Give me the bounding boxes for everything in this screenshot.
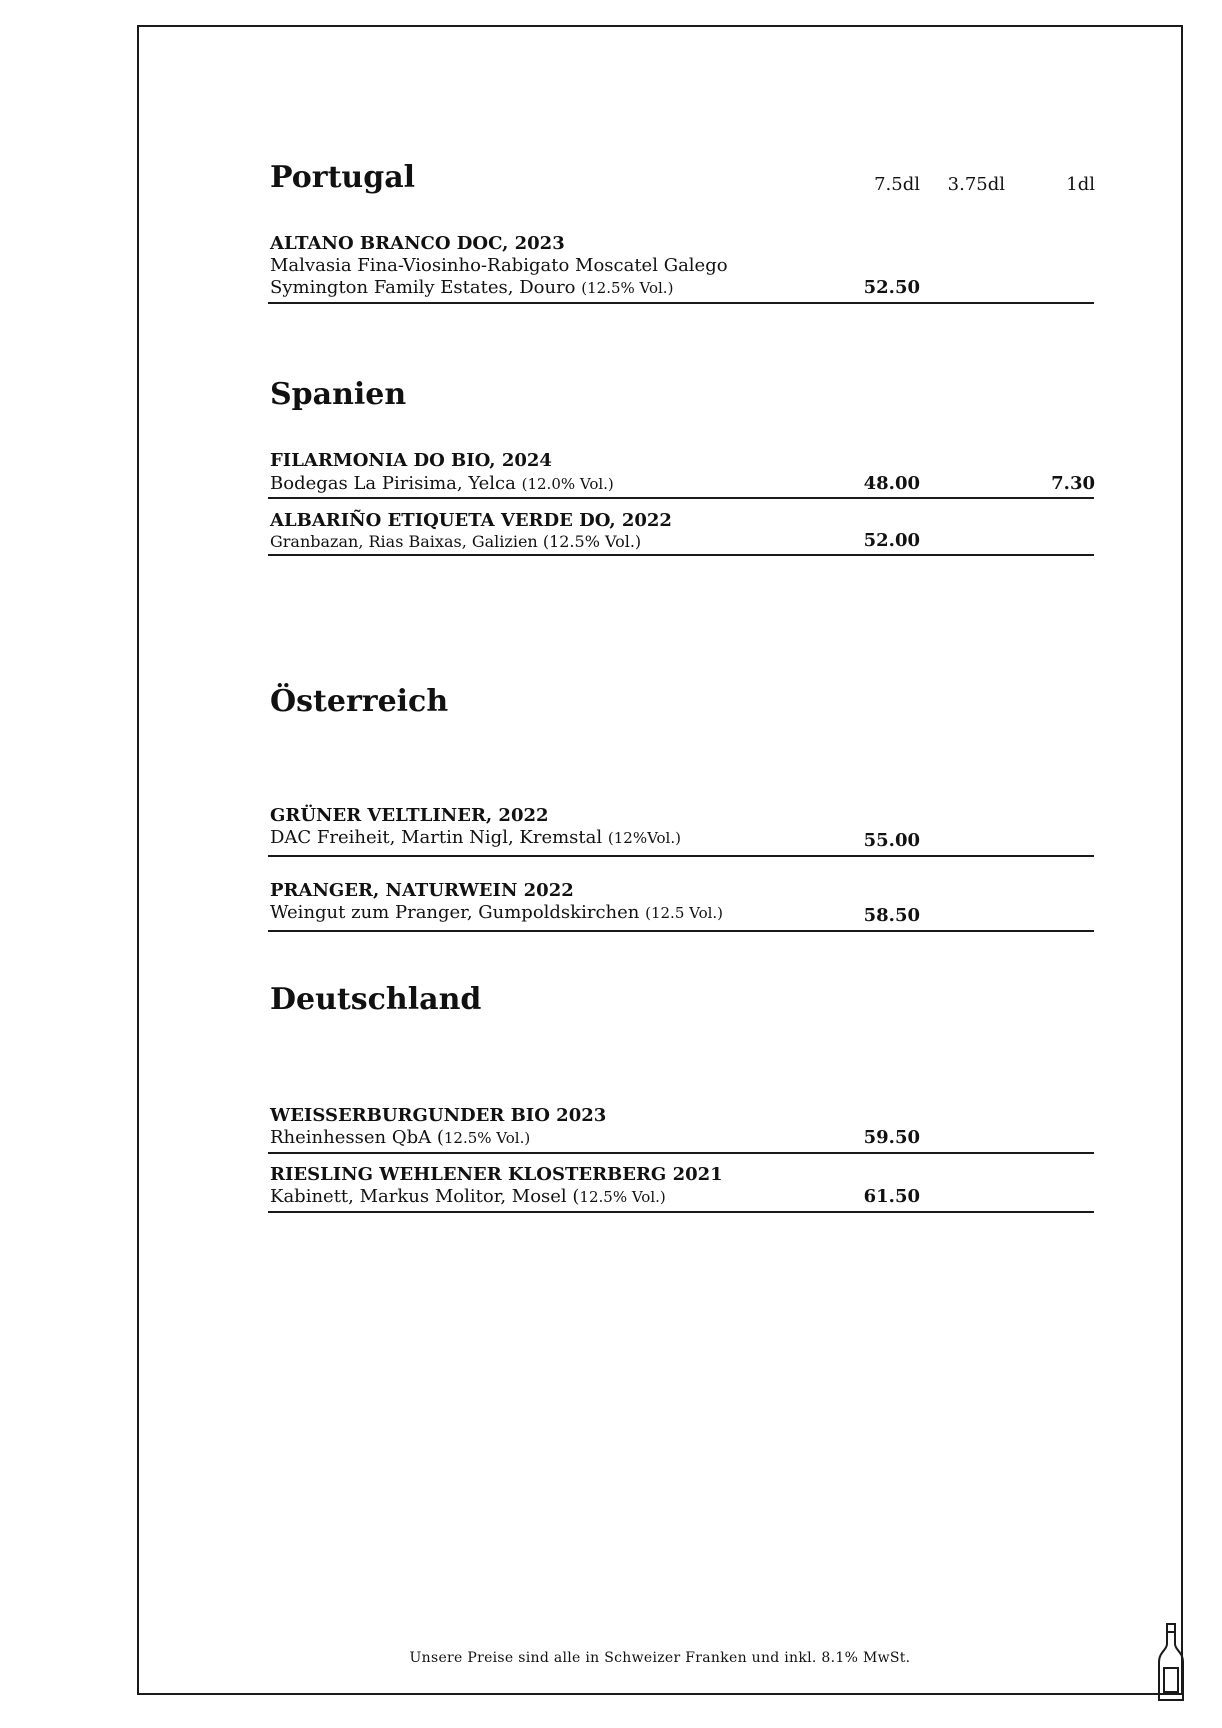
wine-grapes: Malvasia Fina-Viosinho-Rabigato Moscatel Galego xyxy=(270,255,728,276)
wine-volume: 12.5% Vol.) xyxy=(579,1188,666,1206)
section-heading-spanien: Spanien xyxy=(270,377,407,412)
wine-volume: 12.5% Vol.) xyxy=(443,1129,531,1147)
wine-name: FILARMONIA DO BIO, 2024 xyxy=(270,450,552,471)
price-7-5dl: 52.00 xyxy=(863,530,920,551)
wine-producer: Weingut zum Pranger, Gumpoldskirchen (12.5 Vol.) xyxy=(270,902,724,923)
section-heading-oesterreich: Österreich xyxy=(270,684,449,719)
price-7-5dl: 52.50 xyxy=(863,277,920,298)
column-header-3-75dl: 3.75dl xyxy=(947,174,1005,195)
price-7-5dl: 59.50 xyxy=(863,1127,920,1148)
price-1dl: 7.30 xyxy=(1051,473,1095,494)
row-divider xyxy=(268,497,1094,499)
wine-name: GRÜNER VELTLINER, 2022 xyxy=(270,805,549,826)
column-header-7-5dl: 7.5dl xyxy=(874,174,920,195)
row-divider xyxy=(268,302,1094,304)
row-divider xyxy=(268,1211,1094,1213)
row-divider xyxy=(268,1152,1094,1154)
price-7-5dl: 48.00 xyxy=(863,473,920,494)
wine-producer: Rheinhessen QbA (12.5% Vol.) xyxy=(270,1127,531,1148)
price-note-footer: Unsere Preise sind alle in Schweizer Franken und inkl. 8.1% MwSt. xyxy=(409,1650,911,1666)
wine-volume: (12%Vol.) xyxy=(607,829,681,847)
column-header-1dl: 1dl xyxy=(1066,174,1095,195)
wine-volume: (12.5 Vol.) xyxy=(645,904,724,922)
wine-producer: Granbazan, Rias Baixas, Galizien (12.5% Vol.) xyxy=(270,532,642,551)
wine-name: RIESLING WEHLENER KLOSTERBERG 2021 xyxy=(270,1164,723,1185)
row-divider xyxy=(268,855,1094,857)
wine-producer: Bodegas La Pirisima, Yelca (12.0% Vol.) xyxy=(270,473,614,494)
section-heading-portugal: Portugal xyxy=(270,160,416,195)
wine-volume: (12.0% Vol.) xyxy=(521,475,614,493)
wine-producer: Symington Family Estates, Douro (12.5% Vol.) xyxy=(270,277,674,298)
price-7-5dl: 55.00 xyxy=(863,830,920,851)
wine-bottle-icon xyxy=(1157,1622,1185,1702)
wine-name: WEISSERBURGUNDER BIO 2023 xyxy=(270,1105,607,1126)
wine-volume: (12.5% Vol.) xyxy=(581,279,674,297)
wine-name: PRANGER, NATURWEIN 2022 xyxy=(270,880,574,901)
price-7-5dl: 58.50 xyxy=(863,905,920,926)
row-divider xyxy=(268,930,1094,932)
wine-producer: DAC Freiheit, Martin Nigl, Kremstal (12%Vol.) xyxy=(270,827,681,848)
wine-name: ALTANO BRANCO DOC, 2023 xyxy=(270,233,565,254)
price-7-5dl: 61.50 xyxy=(863,1186,920,1207)
row-divider xyxy=(268,554,1094,556)
section-heading-deutschland: Deutschland xyxy=(270,982,482,1017)
wine-producer: Kabinett, Markus Molitor, Mosel (12.5% Vol.) xyxy=(270,1186,666,1207)
wine-name: ALBARIÑO ETIQUETA VERDE DO, 2022 xyxy=(270,510,672,531)
